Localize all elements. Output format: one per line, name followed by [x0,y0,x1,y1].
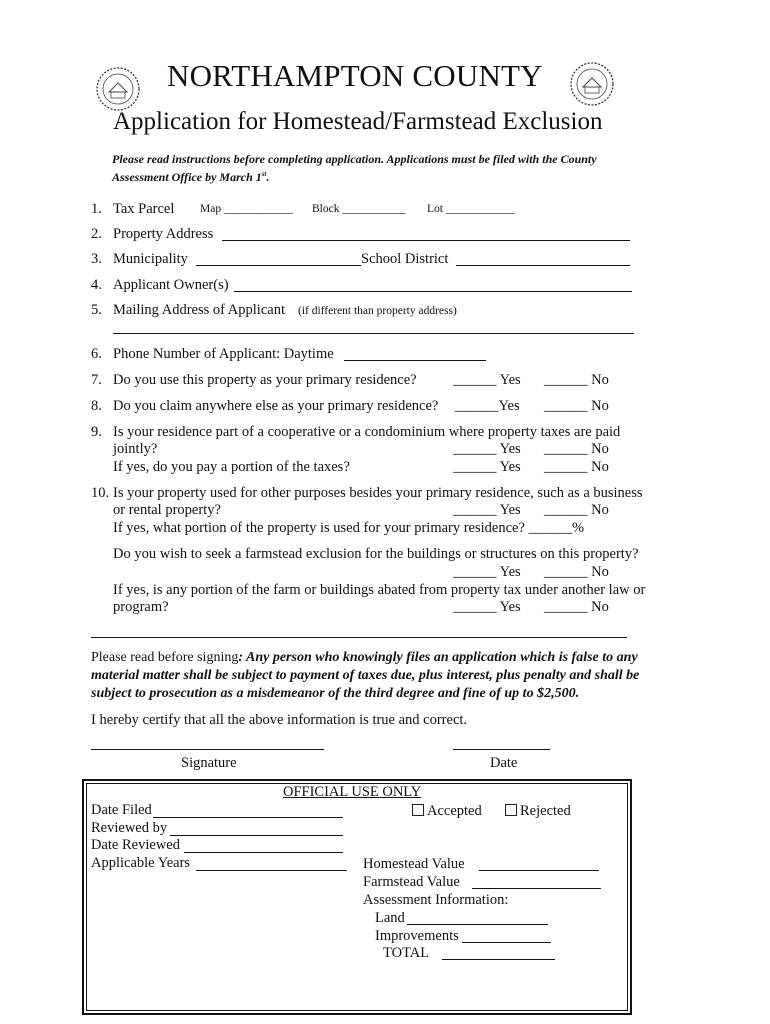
official-use-title: OFFICIAL USE ONLY [283,784,422,800]
q10-number: 10. [91,485,110,501]
school-district-field[interactable] [456,265,630,266]
homestead-value-label: Homestead Value [363,856,465,872]
q3-number: 3. [91,251,102,267]
mailing-address-field[interactable] [113,333,634,334]
map-field[interactable]: Map ____________ [200,203,293,215]
q10a-no[interactable]: ______ No [544,502,609,518]
q7-no[interactable]: ______ No [544,372,609,388]
q10-line6: program? [113,599,169,615]
land-field[interactable] [407,924,548,925]
section-divider [91,637,627,638]
q10c-no[interactable]: ______ No [544,599,609,615]
accepted-checkbox[interactable]: Accepted [412,803,482,820]
q5-number: 5. [91,302,102,318]
date-reviewed-label: Date Reviewed [91,837,180,853]
q2-label: Property Address [113,226,214,242]
applicant-owner-field[interactable] [234,291,632,292]
date-filed-field[interactable] [153,817,343,818]
rejected-box-icon [505,804,517,816]
applicable-years-label: Applicable Years [91,855,191,871]
q10-line2: or rental property? [113,502,221,518]
total-field[interactable] [442,959,555,960]
county-seal-left-icon [95,66,141,112]
block-field[interactable]: Block ___________ [312,203,406,215]
q9b-yes[interactable]: ______ Yes [453,459,521,475]
date-line[interactable] [453,749,550,750]
q7-number: 7. [91,372,102,388]
rejected-checkbox[interactable]: Rejected [505,803,571,820]
q9-number: 9. [91,424,102,440]
q8-no[interactable]: ______ No [544,398,609,414]
q10-line3[interactable]: If yes, what portion of the property is used for your primary residence? ______% [113,520,585,536]
farmstead-value-field[interactable] [472,888,601,889]
q9b-no[interactable]: ______ No [544,459,609,475]
q4-number: 4. [91,277,102,293]
homestead-value-field[interactable] [479,870,599,871]
q4-label: Applicant Owner(s) [113,277,229,293]
land-label: Land [375,910,405,926]
q1-number: 1. [91,201,102,217]
q6-number: 6. [91,346,102,362]
q8-label: Do you claim anywhere else as your primary residence? [113,398,439,414]
certify-statement: I hereby certify that all the above information is true and correct. [91,712,468,728]
q9-line1: Is your residence part of a cooperative or a condominium where property taxes are paid [113,424,621,440]
q9-line2: jointly? [113,441,158,457]
lot-field[interactable]: Lot ____________ [427,203,515,215]
signature-label: Signature [181,755,237,771]
q10c-yes[interactable]: ______ Yes [453,599,521,615]
q10b-no[interactable]: ______ No [544,564,609,580]
school-district-label: School District [361,251,449,267]
q10-line4: Do you wish to seek a farmstead exclusion for the buildings or structures on this property? [113,546,639,562]
reviewed-by-field[interactable] [170,835,343,836]
q7-yes[interactable]: ______ Yes [453,372,521,388]
q5-note: (if different than property address) [298,305,457,317]
date-reviewed-field[interactable] [184,852,343,853]
accepted-box-icon [412,804,424,816]
q9a-yes[interactable]: ______ Yes [453,441,521,457]
q8-yes[interactable]: ______Yes [455,398,520,414]
property-address-field[interactable] [222,240,630,241]
q5-label: Mailing Address of Applicant [113,302,285,318]
q9-line3: If yes, do you pay a portion of the taxes? [113,459,350,475]
farmstead-value-label: Farmstead Value [363,874,460,890]
form-subtitle: Application for Homestead/Farmstead Exclusion [113,108,603,135]
q10b-yes[interactable]: ______ Yes [453,564,521,580]
q8-number: 8. [91,398,102,414]
municipality-field[interactable] [196,265,361,266]
q10a-yes[interactable]: ______ Yes [453,502,521,518]
assessment-info-label: Assessment Information: [363,892,509,908]
reviewed-by-label: Reviewed by [91,820,168,836]
date-label: Date [490,755,518,771]
page-title: NORTHAMPTON COUNTY [167,58,543,93]
signing-warning: Please read before signing: Any person who knowingly files an application which is false to any material matter shall be subject to payment of taxes due, plus interest, plus penalty and shall be subject to prosecution as a misdemeanor of the third degree and fine of up to $2,500. [91,650,640,701]
county-seal-right-icon [569,61,615,107]
q7-label: Do you use this property as your primary residence? [113,372,417,388]
q9a-no[interactable]: ______ No [544,441,609,457]
q6-label: Phone Number of Applicant: Daytime [113,346,334,362]
improvements-field[interactable] [462,942,551,943]
signature-line[interactable] [91,749,324,750]
improvements-label: Improvements [375,928,459,944]
instructions: Please read instructions before completing application. Applications must be filed with the County Assessment Office by March 1st. [112,152,597,184]
applicable-years-field[interactable] [196,870,347,871]
q10-line1: Is your property used for other purposes besides your primary residence, such as a business [113,485,643,501]
q2-number: 2. [91,226,102,242]
q10-line5: If yes, is any portion of the farm or buildings abated from property tax under another law or [113,582,646,598]
q3-label: Municipality [113,251,188,267]
total-label: TOTAL [383,945,430,961]
phone-field[interactable] [344,360,486,361]
q1-label: Tax Parcel [113,201,175,217]
date-filed-label: Date Filed [91,802,152,818]
